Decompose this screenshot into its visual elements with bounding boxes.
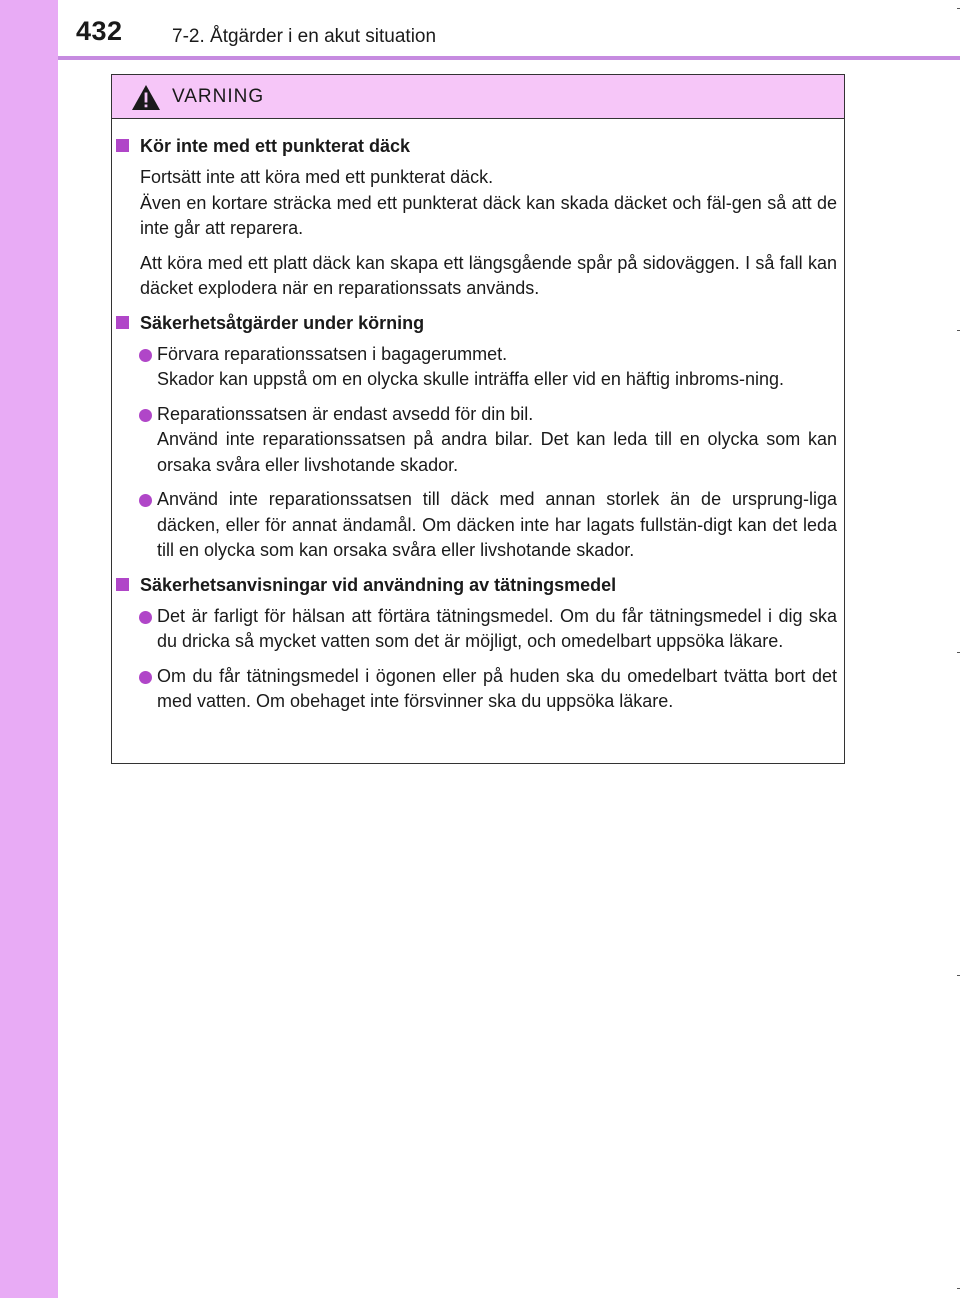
round-bullet-icon bbox=[139, 611, 152, 624]
warning-content bbox=[112, 134, 844, 724]
round-bullet-icon bbox=[139, 671, 152, 684]
paragraph-line: Fortsätt inte att köra med ett punkterat däck. bbox=[140, 167, 494, 187]
bullet-line: Använd inte reparationssatsen till däck med annan storlek än de ursprung-liga däcken, eller för annat ändamål. Om däcken inte har lagats fullstän-digt kan det leda till en olycka som kan orsaka svåra eller livshotande skador. bbox=[157, 489, 837, 560]
bullet-item bbox=[112, 402, 844, 479]
section-heading bbox=[112, 134, 844, 158]
bullet-item bbox=[112, 604, 844, 655]
round-bullet-icon bbox=[139, 349, 152, 362]
round-bullet-icon bbox=[139, 409, 152, 422]
warning-section bbox=[112, 311, 844, 564]
bullet-item bbox=[112, 664, 844, 715]
paragraph bbox=[112, 251, 844, 302]
bullet-item bbox=[112, 487, 844, 564]
bullet-line: Skador kan uppstå om en olycka skulle inträffa eller vid en häftig inbroms-ning. bbox=[157, 369, 785, 389]
bullet-line: Om du får tätningsmedel i ögonen eller på huden ska du omedelbart tvätta bort det med vatten. Om obehaget inte försvinner ska du uppsöka läkare. bbox=[157, 665, 837, 711]
warning-label: VARNING bbox=[172, 86, 265, 107]
bullet-line: Använd inte reparationssatsen på andra bilar. Det kan leda till en olycka som kan orsaka svåra eller livshotande skador. bbox=[157, 429, 837, 475]
page-number: 432 bbox=[76, 16, 123, 46]
section-heading-text: Kör inte med ett punkterat däck bbox=[140, 136, 411, 156]
side-color-band bbox=[0, 0, 58, 1298]
warning-section bbox=[112, 134, 844, 302]
section-heading bbox=[112, 573, 844, 597]
section-title: 7-2. Åtgärder i en akut situation bbox=[172, 26, 437, 47]
paragraph-line: Att köra med ett platt däck kan skapa ett längsgående spår på sidoväggen. I så fall kan däcket explodera när en reparationssats används. bbox=[140, 252, 837, 298]
square-bullet-icon bbox=[116, 578, 129, 591]
bullet-line: Förvara reparationssatsen i bagagerummet. bbox=[157, 343, 508, 364]
bullet-line: Reparationssatsen är endast avsedd för din bil. bbox=[157, 403, 534, 424]
paragraph bbox=[112, 165, 844, 242]
warning-header bbox=[112, 75, 844, 119]
round-bullet-icon bbox=[139, 494, 152, 507]
paragraph-line: Även en kortare sträcka med ett punkterat däck kan skada däcket och fäl-gen så att de inte går att reparera. bbox=[140, 192, 837, 238]
bullet-line: Det är farligt för hälsan att förtära tätningsmedel. Om du får tätningsmedel i dig ska du dricka så mycket vatten som det är möjligt, och omedelbart uppsöka läkare. bbox=[157, 605, 837, 651]
square-bullet-icon bbox=[116, 316, 129, 329]
bullet-item bbox=[112, 342, 844, 393]
section-heading-text: Säkerhetsåtgärder under körning bbox=[140, 312, 425, 333]
warning-section bbox=[112, 573, 844, 715]
warning-box bbox=[111, 74, 845, 764]
section-heading-text: Säkerhetsanvisningar vid användning av tätningsmedel bbox=[140, 574, 617, 595]
square-bullet-icon bbox=[116, 139, 129, 152]
section-heading bbox=[112, 311, 844, 335]
warning-triangle-icon bbox=[131, 84, 161, 111]
header-rule bbox=[58, 56, 960, 60]
